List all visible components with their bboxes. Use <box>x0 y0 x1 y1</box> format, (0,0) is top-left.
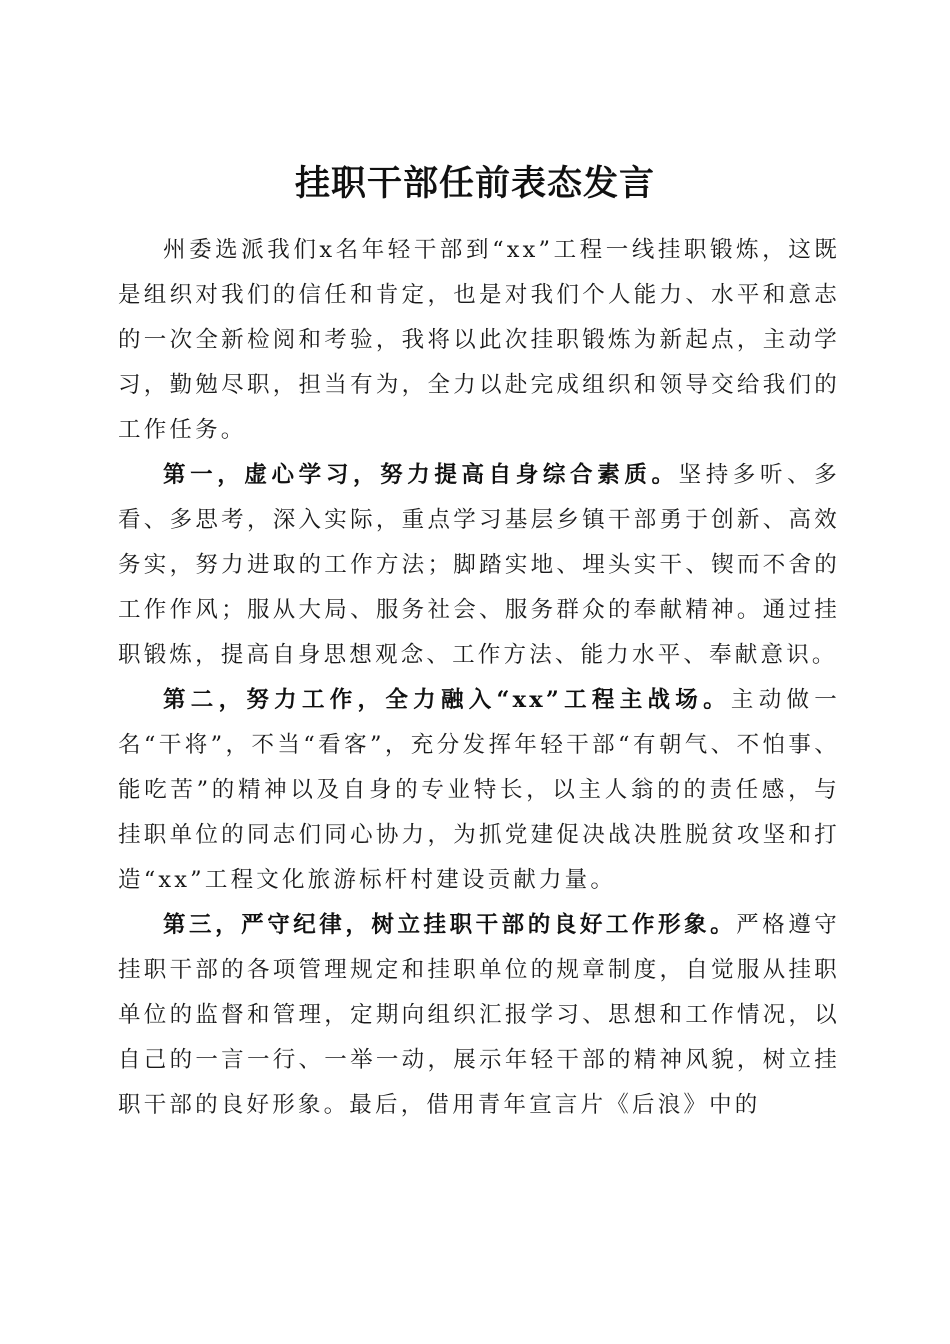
paragraph-intro <box>118 228 840 453</box>
paragraph-lead-heading: 第一，虚心学习，努力提高自身综合素质。 <box>163 462 679 488</box>
paragraph-lead-heading: 第三，严守纪律，树立挂职干部的良好工作形象。 <box>163 912 737 938</box>
paragraph-first-point <box>118 453 840 678</box>
paragraph-second-point <box>118 678 840 903</box>
paragraph-text: 州委选派我们x名年轻干部到“xx”工程一线挂职锻炼，这既是组织对我们的信任和肯定，也是对我们个人能力、水平和意志的一次全新检阅和考验，我将以此次挂职锻炼为新起点，主动学习，勤勉尽职，担当有为，全力以赴完成组织和领导交给我们的工作任务。 <box>118 237 840 443</box>
paragraph-lead-heading: 第二，努力工作，全力融入“xx”工程主战场。 <box>163 687 731 713</box>
document-title: 挂职干部任前表态发言 <box>294 163 655 205</box>
paragraph-text: 主动做一名“干将”，不当“看客”，充分发挥年轻干部“有朝气、不怕事、能吃苦”的精神以及自身的专业特长，以主人翁的的责任感，与挂职单位的同志们同心协力，为抓党建促决战决胜脱贫攻坚和打造“xx”工程文化旅游标杆村建设贡献力量。 <box>118 687 840 893</box>
paragraph-text: 严格遵守挂职干部的各项管理规定和挂职单位的规章制度，自觉服从挂职单位的监督和管理，定期向组织汇报学习、思想和工作情况，以自己的一言一行、一举一动，展示年轻干部的精神风貌，树立挂职干部的良好形象。最后，借用青年宣言片《后浪》中的 <box>118 912 840 1118</box>
paragraph-third-point <box>118 903 840 1128</box>
paragraph-text: 坚持多听、多看、多思考，深入实际，重点学习基层乡镇干部勇于创新、高效务实，努力进取的工作方法；脚踏实地、埋头实干、锲而不舍的工作作风；服从大局、服务社会、服务群众的奉献精神。通过挂职锻炼，提高自身思想观念、工作方法、能力水平、奉献意识。 <box>118 462 840 668</box>
document-body <box>118 228 840 1128</box>
